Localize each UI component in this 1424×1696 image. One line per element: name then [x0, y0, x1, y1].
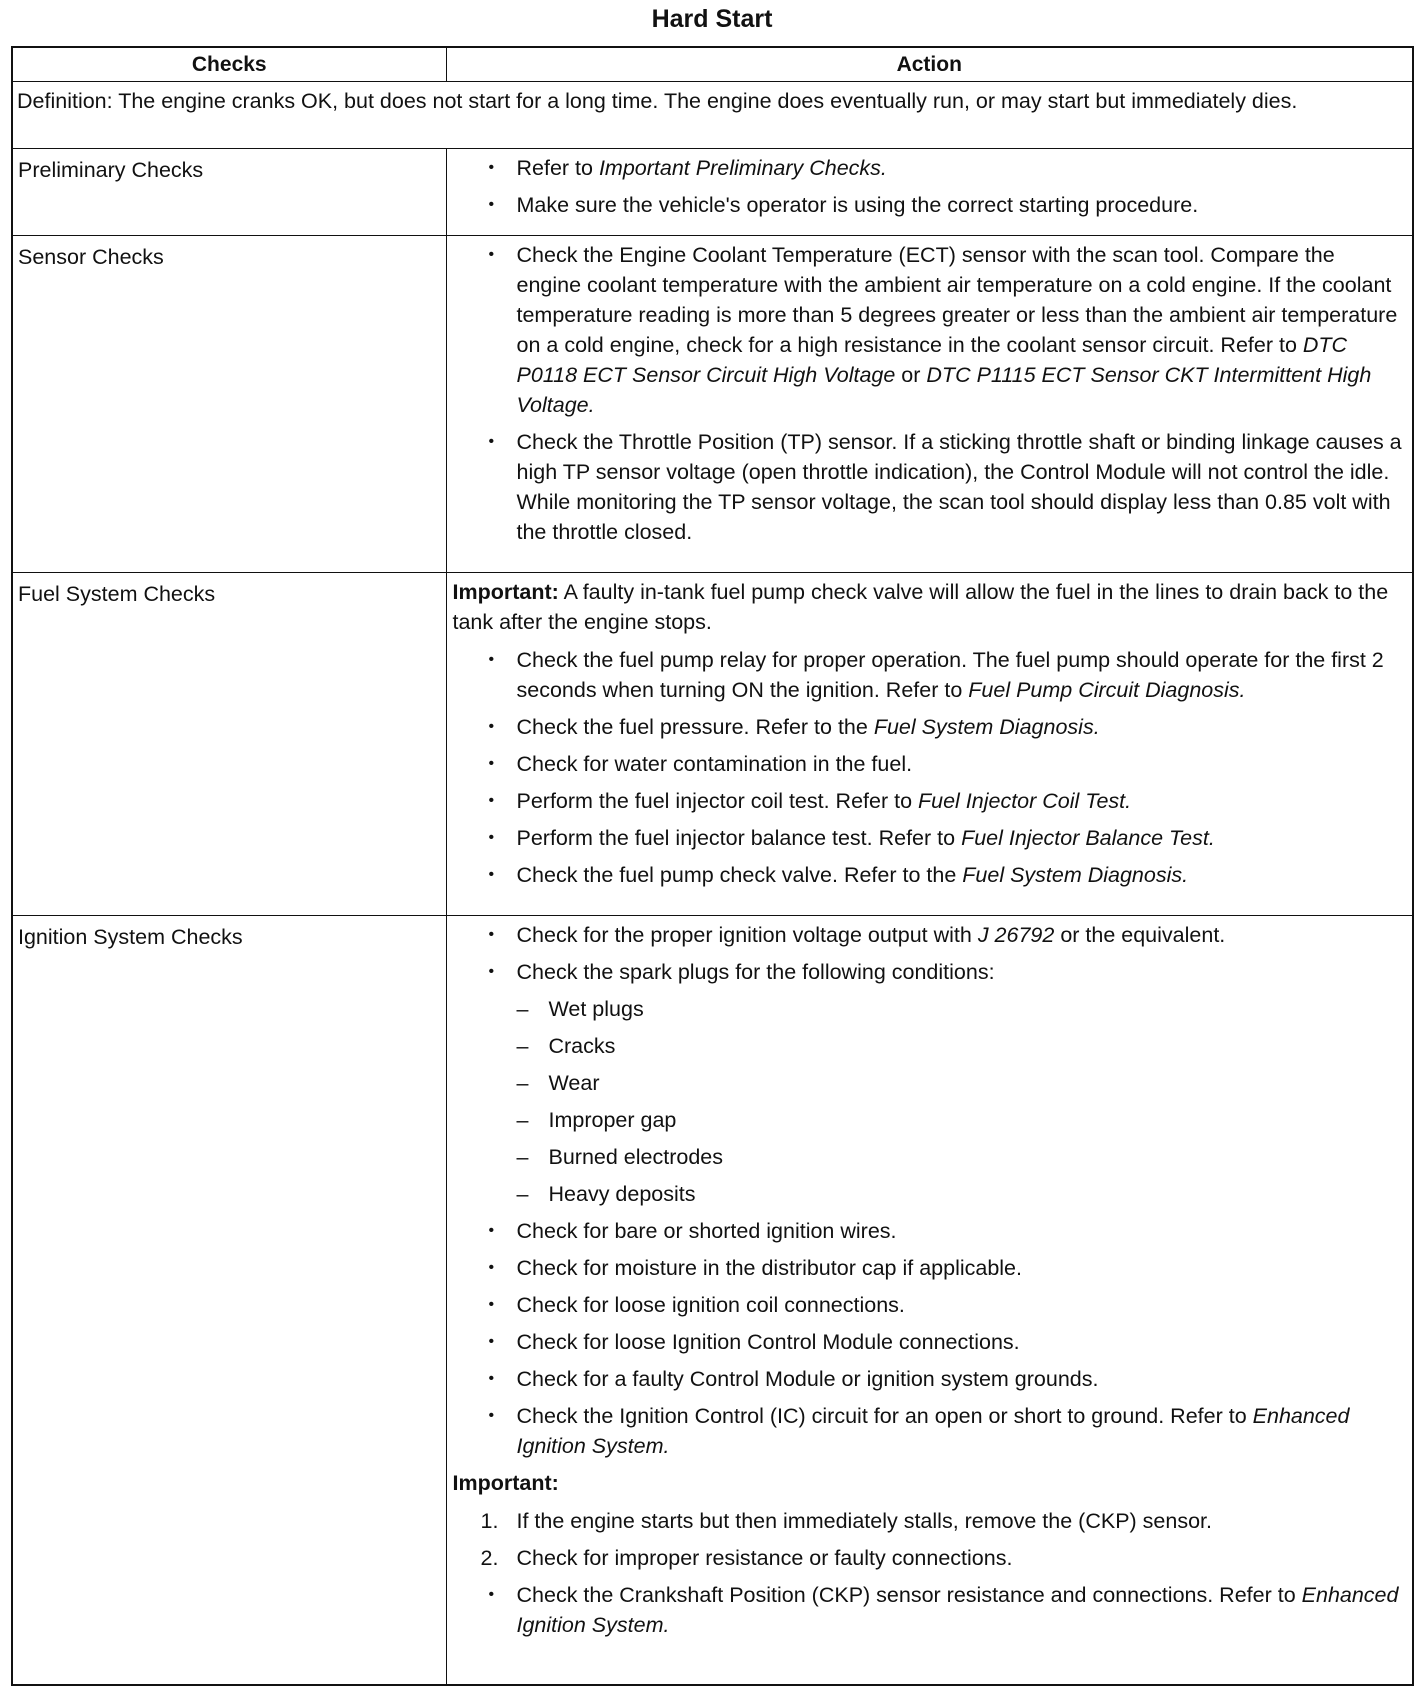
- list-item: • Check the Ignition Control (IC) circuit for an open or short to ground. Refer to Enhanced Ignition System.: [447, 1401, 1403, 1461]
- list-item: • Check the Engine Coolant Temperature (ECT) sensor with the scan tool. Compare the engine coolant temperature with the ambient air temperature on a cold engine. If the coolant temperature reading is more than 5 degrees greater or less than the ambient air temperature on a cold engine, check for a high resistance in the coolant sensor circuit. Refer to DTC P0118 ECT Sensor Circuit High Voltage or DTC P1115 ECT Sensor CKT Intermittent High Voltage.: [447, 240, 1403, 420]
- condition-item: – Heavy deposits: [447, 1179, 1403, 1209]
- list-item: • Make sure the vehicle's operator is using the correct starting procedure.: [447, 190, 1403, 220]
- reference-link: Fuel Injector Balance Test.: [961, 825, 1215, 850]
- list-item: • Check for loose ignition coil connections.: [447, 1290, 1403, 1320]
- header-row: [12, 47, 1413, 82]
- list-item: • Check the fuel pump check valve. Refer to the Fuel System Diagnosis.: [447, 860, 1403, 890]
- table-row: [12, 572, 1413, 916]
- reference-link: Enhanced Ignition System.: [516, 1404, 1350, 1459]
- important-note: Important:: [452, 1471, 559, 1496]
- header-action: Action: [446, 47, 1413, 82]
- row-label-preliminary: Preliminary Checks: [12, 149, 446, 236]
- table-row: [12, 916, 1413, 1685]
- list-item: • Perform the fuel injector coil test. Refer to Fuel Injector Coil Test.: [447, 786, 1403, 816]
- reference-link: Fuel System Diagnosis.: [873, 714, 1100, 739]
- header-checks: Checks: [12, 47, 446, 82]
- list-item: • Refer to Important Preliminary Checks.: [447, 153, 1403, 183]
- row-action-sensor: [446, 235, 1413, 572]
- condition-item: – Burned electrodes: [447, 1142, 1403, 1172]
- numbered-item: 2. Check for improper resistance or faulty connections.: [480, 1546, 1013, 1571]
- list-item: • Check the fuel pump relay for proper operation. The fuel pump should operate for the first 2 seconds when turning ON the ignition. Refer to Fuel Pump Circuit Diagnosis.: [447, 645, 1403, 705]
- list-item: • Check for a faulty Control Module or ignition system grounds.: [447, 1364, 1403, 1394]
- list-item: • Check for bare or shorted ignition wires.: [447, 1216, 1403, 1246]
- list-item: • Check the Crankshaft Position (CKP) sensor resistance and connections. Refer to Enhanced Ignition System.: [447, 1580, 1403, 1640]
- definition-row: [12, 82, 1413, 149]
- table-row: [12, 235, 1413, 572]
- numbered-item: 1. If the engine starts but then immediately stalls, remove the (CKP) sensor.: [480, 1509, 1212, 1534]
- diagnosis-table: [11, 46, 1414, 1686]
- row-action-ignition: [446, 916, 1413, 1685]
- row-label-sensor: Sensor Checks: [12, 235, 446, 572]
- list-item: • Check the fuel pressure. Refer to the Fuel System Diagnosis.: [447, 712, 1403, 742]
- list-item: • Perform the fuel injector balance test. Refer to Fuel Injector Balance Test.: [447, 823, 1403, 853]
- reference-link: Important Preliminary Checks.: [598, 156, 887, 180]
- list-item: • Check for the proper ignition voltage output with J 26792 or the equivalent.: [447, 920, 1403, 950]
- table-row: [12, 149, 1413, 236]
- row-action-fuel: [446, 572, 1413, 916]
- list-item: • Check for loose Ignition Control Module connections.: [447, 1327, 1403, 1357]
- reference-link: DTC P1115 ECT Sensor CKT Intermittent High Voltage.: [516, 362, 1372, 417]
- list-item: • Check for moisture in the distributor cap if applicable.: [447, 1253, 1403, 1283]
- list-item: • Check for water contamination in the fuel.: [447, 749, 1403, 779]
- list-item: • Check the spark plugs for the following conditions:: [447, 957, 1403, 987]
- reference-link: Fuel Injector Coil Test.: [918, 788, 1132, 813]
- row-label-ignition: Ignition System Checks: [12, 916, 446, 1685]
- page-title: Hard Start: [651, 5, 773, 33]
- condition-item: – Wet plugs: [447, 994, 1403, 1024]
- definition-text: Definition: The engine cranks OK, but does not start for a long time. The engine does eventually run, or may start but immediately dies.: [12, 82, 1413, 149]
- reference-link: Fuel System Diagnosis.: [962, 862, 1189, 887]
- reference-link: Enhanced Ignition System.: [516, 1583, 1399, 1638]
- row-label-fuel: Fuel System Checks: [12, 572, 446, 916]
- condition-item: – Wear: [447, 1068, 1403, 1098]
- condition-item: – Improper gap: [447, 1105, 1403, 1135]
- tool-reference: J 26792: [977, 923, 1055, 948]
- reference-link: Fuel Pump Circuit Diagnosis.: [968, 677, 1246, 702]
- important-note: Important: A faulty in-tank fuel pump check valve will allow the fuel in the lines to drain back to the tank after the engine stops.: [452, 579, 1389, 634]
- reference-link: DTC P0118 ECT Sensor Circuit High Voltage: [516, 332, 1348, 387]
- row-action-preliminary: [446, 149, 1413, 236]
- condition-item: – Cracks: [447, 1031, 1403, 1061]
- list-item: • Check the Throttle Position (TP) sensor. If a sticking throttle shaft or binding linkage causes a high TP sensor voltage (open throttle indication), the Control Module will not control the idle. While monitoring the TP sensor voltage, the scan tool should display less than 0.85 volt with the throttle closed.: [447, 427, 1403, 547]
- spark-plug-conditions: [447, 994, 1403, 1209]
